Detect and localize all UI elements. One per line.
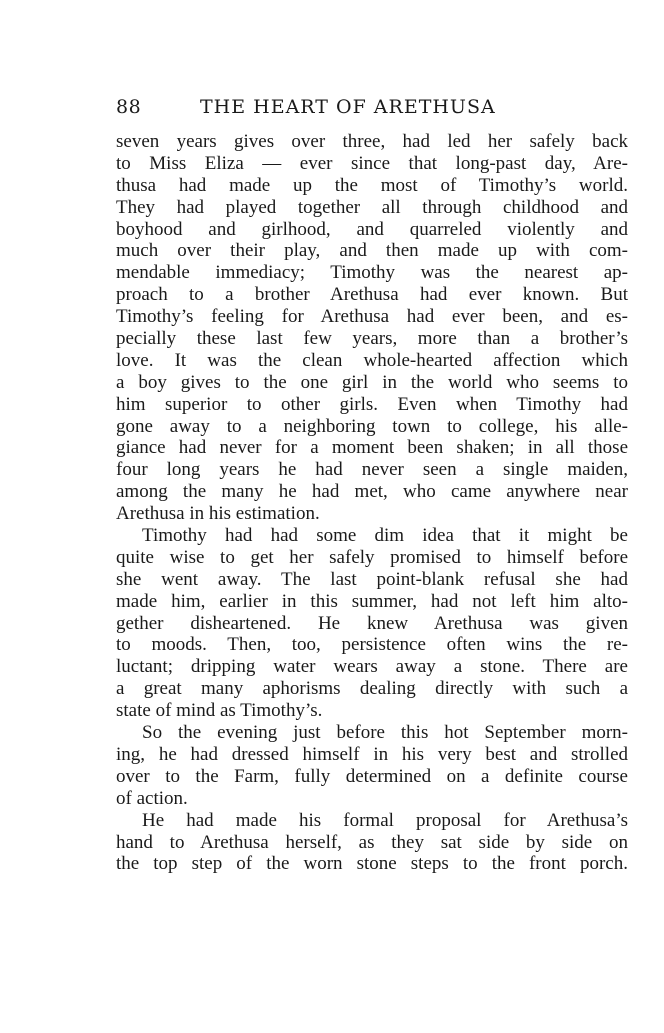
text-line: a great many aphorisms dealing directly with such a: [116, 678, 628, 700]
text-line: love. It was the clean whole-hearted affection which: [116, 349, 628, 371]
text-line: a boy gives to the one girl in the world who seems to: [116, 371, 628, 393]
page-number: 88: [116, 96, 142, 118]
text-line: pecially these last few years, more than a brother’s: [116, 328, 628, 350]
text-line: the top step of the worn stone steps to the front porch.: [116, 853, 628, 875]
text-line: Arethusa in his estimation.: [116, 503, 320, 525]
text-line: hand to Arethusa herself, as they sat side by side on: [116, 831, 628, 853]
running-title: THE HEART OF ARETHUSA: [200, 96, 496, 118]
text-line: to moods. Then, too, persistence often wins the re-: [116, 634, 628, 656]
text-line: much over their play, and then made up with com-: [116, 240, 628, 262]
text-line: made him, earlier in this summer, had not left him alto-: [116, 590, 628, 612]
text-line: boyhood and girlhood, and quarreled violently and: [116, 218, 628, 240]
text-line: quite wise to get her safely promised to himself before: [116, 546, 628, 568]
text-line: luctant; dripping water wears away a stone. There are: [116, 656, 628, 678]
text-line: state of mind as Timothy’s.: [116, 700, 323, 722]
text-line: Timothy had had some dim idea that it might be: [142, 525, 628, 547]
text-line: she went away. The last point-blank refusal she had: [116, 568, 628, 590]
text-line: seven years gives over three, had led her safely back: [116, 131, 628, 152]
text-line: among the many he had met, who came anywhere near: [116, 481, 628, 503]
text-line: giance had never for a moment been shaken; in all those: [116, 437, 628, 459]
text-line: gone away to a neighboring town to college, his alle-: [116, 415, 628, 437]
text-line: four long years he had never seen a single maiden,: [116, 459, 628, 481]
text-line: gether disheartened. He knew Arethusa was given: [116, 612, 628, 634]
text-line: They had played together all through childhood and: [116, 196, 628, 218]
text-line: him superior to other girls. Even when Timothy had: [116, 393, 628, 415]
text-line: thusa had made up the most of Timothy’s world.: [116, 174, 628, 196]
text-line: of action.: [116, 787, 188, 809]
text-line: mendable immediacy; Timothy was the nearest ap-: [116, 262, 628, 284]
text-line: He had made his formal proposal for Arethusa’s: [142, 809, 628, 831]
text-line: proach to a brother Arethusa had ever known. But: [116, 284, 628, 306]
text-line: to Miss Eliza — ever since that long-past day, Are-: [116, 152, 628, 174]
text-line: over to the Farm, fully determined on a definite course: [116, 765, 628, 787]
body-text: [116, 131, 628, 875]
text-line: So the evening just before this hot September morn-: [142, 722, 628, 744]
running-header: [116, 96, 628, 122]
text-line: ing, he had dressed himself in his very best and strolled: [116, 743, 628, 765]
text-line: Timothy’s feeling for Arethusa had ever been, and es-: [116, 306, 628, 328]
